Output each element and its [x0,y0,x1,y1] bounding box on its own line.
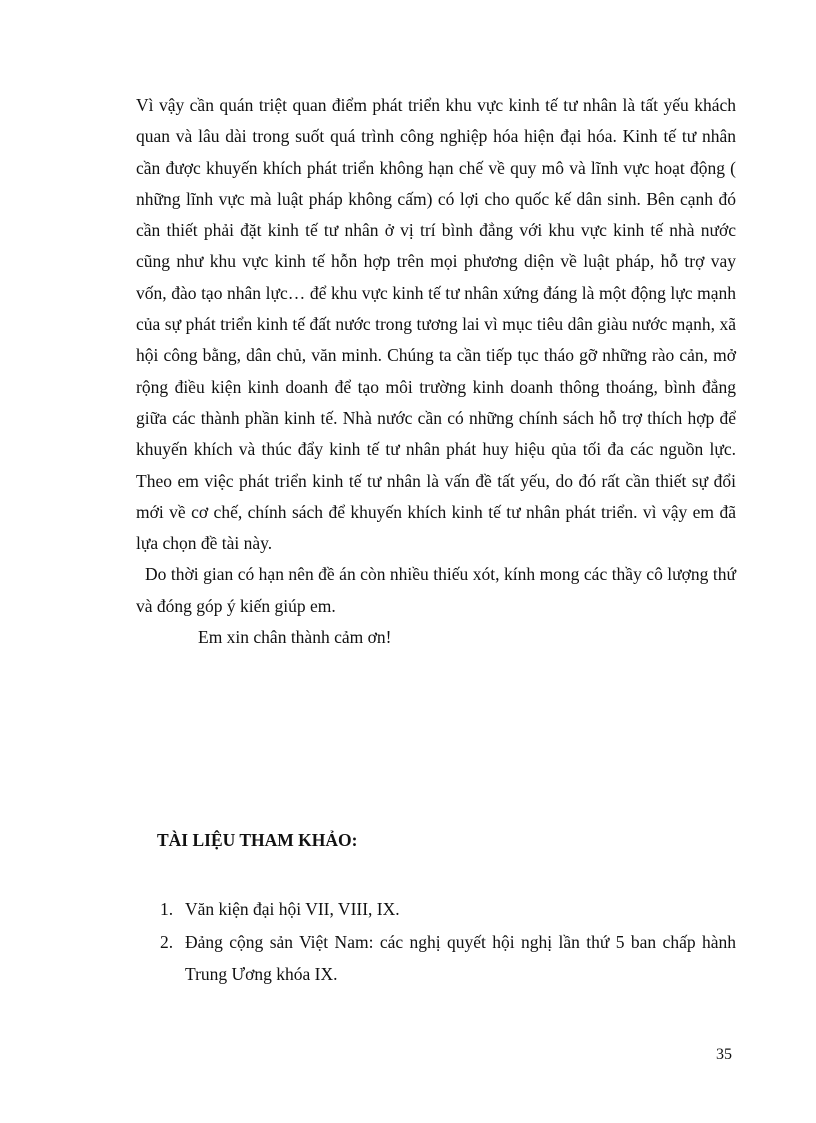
reference-item [160,927,736,990]
references-heading: TÀI LIỆU THAM KHẢO: [157,830,358,850]
reference-number: 2. [160,932,174,953]
paragraph-apology: Do thời gian có hạn nên đề án còn nhiều thiếu xót, kính mong các thầy cô lượng thứ và đóng góp ý kiến giúp em. [136,564,736,616]
thanks-line: Em xin chân thành cảm ơn! [198,627,392,648]
reference-text: Văn kiện đại hội VII, VIII, IX. [185,899,400,919]
reference-item [160,894,736,925]
references-list [160,894,736,992]
paragraph-conclusion: Vì vậy cần quán triệt quan điểm phát triển khu vực kinh tế tư nhân là tất yếu khách quan và lâu dài trong suốt quá trình công nghiệp hóa hiện đại hóa. Kinh tế tư nhân cần được khuyến khích phát triển không hạn chế về quy mô và lĩnh vực hoạt động ( những lĩnh vực mà luật pháp không cấm) có lợi cho quốc kế dân sinh. Bên cạnh đó cần thiết phải đặt kinh tế tư nhân ở vị trí bình đẳng với khu vực kinh tế nhà nước cũng như khu vực kinh tế hỗn hợp trên mọi phương diện về luật pháp, hỗ trợ vay vốn, đào tạo nhân lực… để khu vực kinh tế tư nhân xứng đáng là một động lực mạnh của sự phát triển kinh tế đất nước trong tương lai vì mục tiêu dân giàu nước mạnh, xã hội công bằng, dân chủ, văn minh. Chúng ta cần tiếp tục tháo gỡ những rào cản, mở rộng điều kiện kinh doanh để tạo môi trường kinh doanh thông thoáng, bình đẳng giữa các thành phần kinh tế. Nhà nước cần có những chính sách hỗ trợ thích hợp để khuyến khích và thúc đẩy kinh tế tư nhân phát huy hiệu qủa tối đa các nguồn lực. Theo em việc phát triển kinh tế tư nhân là vấn đề tất yếu, do đó rất cần thiết sự đổi mới về cơ chế, chính sách để khuyến khích kinh tế tư nhân phát triển. vì vậy em đã lựa chọn đề tài này. [136,95,736,554]
reference-text: Đảng cộng sản Việt Nam: các nghị quyết hội nghị lần thứ 5 ban chấp hành Trung Ương khóa IX. [185,932,736,984]
main-text [136,90,736,653]
reference-number: 1. [160,899,174,919]
page-number: 35 [716,1046,732,1063]
